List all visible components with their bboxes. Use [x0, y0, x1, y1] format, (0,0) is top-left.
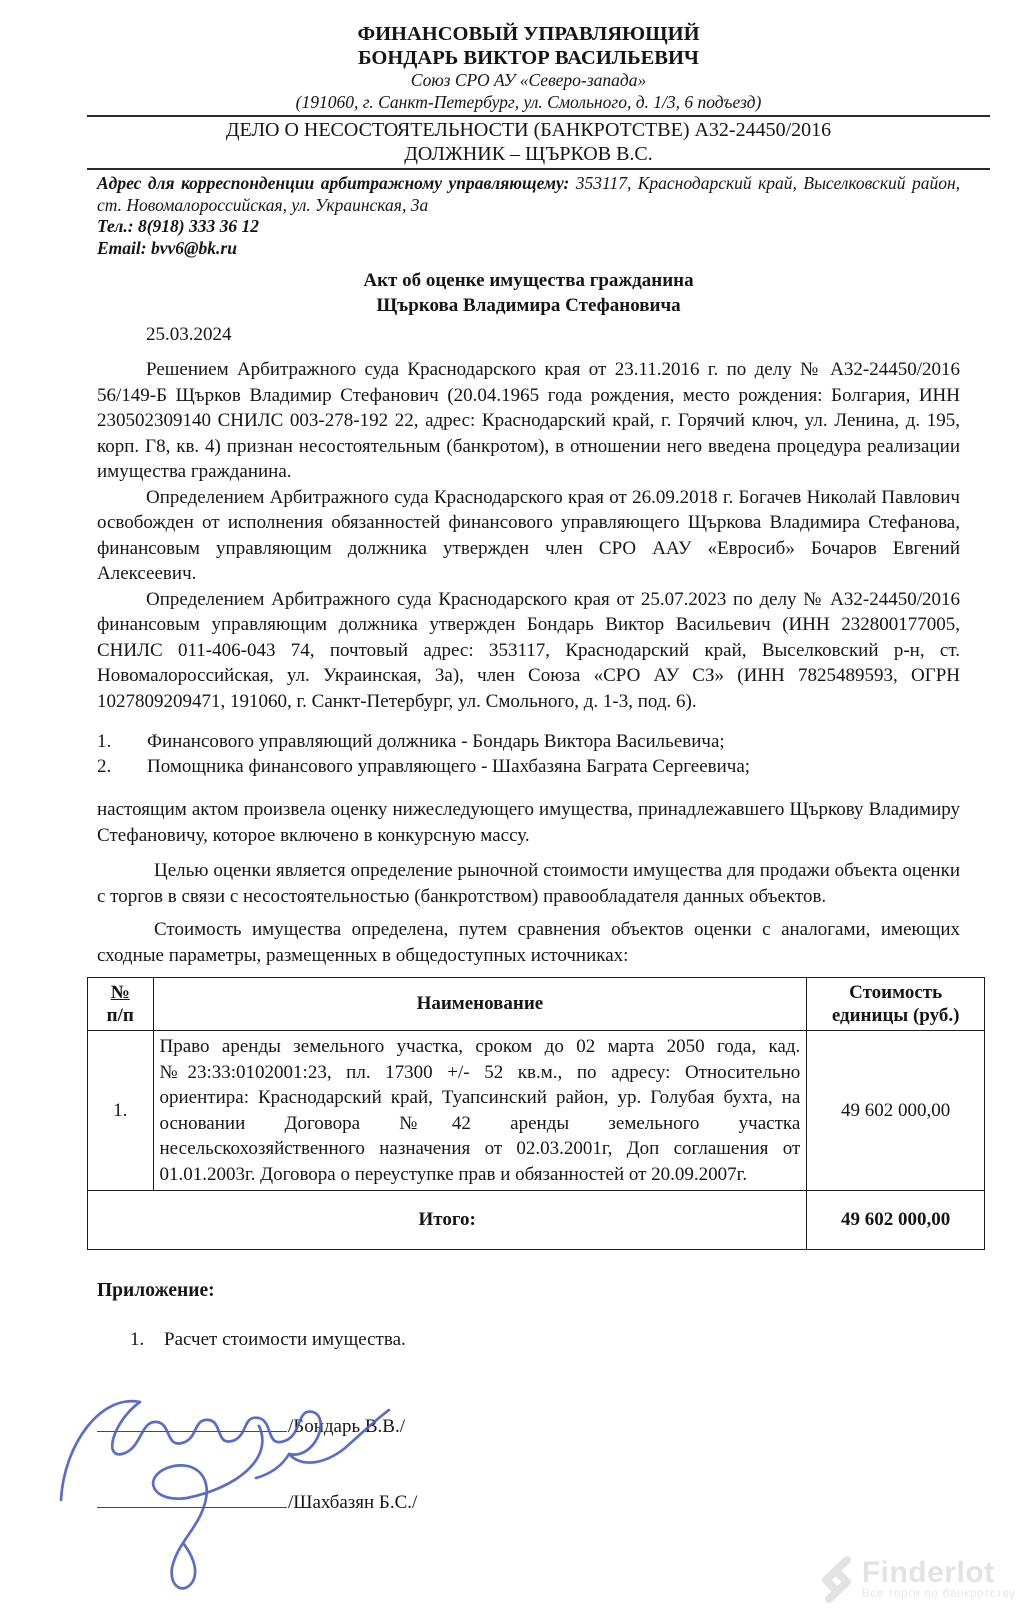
case-number-line: ДЕЛО О НЕСОСТОЯТЕЛЬНОСТИ (БАНКРОТСТВЕ) А32-24450/2016	[225, 119, 832, 141]
paragraph-act-statement: настоящим актом произвела оценку нижеследующего имущества, принадлежавшего Щъркову Владимиру Стефановичу, которое включено в конкурсную массу.	[97, 799, 960, 846]
paragraph-release-manager: Определением Арбитражного суда Краснодарского края от 26.09.2018 г. Богачев Николай Павлович освобожден от исполнения обязанностей финансового управляющего Щъркова Владимира Стефанова, финансовым управляющим должника утвержден член СРО ААУ «Евросиб» Бочаров Евгений Алексеевич.	[97, 486, 960, 584]
row-cost-cell: 49 602 000,00	[807, 1031, 985, 1191]
signature-name: /Шахбазян Б.С./	[288, 1492, 418, 1513]
document-body	[97, 357, 960, 968]
phone-line: Тел.: 8(918) 333 36 12	[97, 216, 259, 236]
document-title-line1: Акт об оценке имущества гражданина	[363, 270, 694, 291]
participants-list	[97, 729, 960, 779]
sro-union-line: Союз СРО АУ «Северо-запада»	[410, 70, 647, 90]
watermark-text	[861, 1555, 1016, 1601]
email-line: Email: bvv6@bk.ru	[97, 237, 237, 258]
appendix-item-text: Расчет стоимости имущества.	[164, 1329, 406, 1350]
horizontal-rule-top	[87, 115, 990, 117]
letterhead	[97, 22, 960, 113]
appendix-item	[97, 1327, 960, 1352]
debtor-line: ДОЛЖНИК – ЩЪРКОВ В.С.	[404, 143, 653, 165]
document-date: 25.03.2024	[146, 324, 232, 345]
column-header-cost: Стоимость единицы (руб.)	[807, 978, 985, 1031]
org-name-line1: ФИНАНСОВЫЙ УПРАВЛЯЮЩИЙ	[357, 23, 700, 45]
list-item-text: Помощника финансового управляющего - Шахбазяна Баграта Сергеевича;	[147, 756, 751, 777]
finderlot-watermark	[814, 1554, 1016, 1604]
column-header-number: № п/п	[88, 978, 154, 1031]
row-name-cell: Право аренды земельного участка, сроком до 02 марта 2050 года, кад. №23:33:0102001:23, пл. 17300 +/- 52 кв.м., по адресу: Относительно ориентира: Краснодарский край, Туапсинский район, ур. Голубая бухта, на основании Договора №42 аренды земельного участка несельскохозяйственного назначения от 02.03.2001г, Доп соглашения от 01.01.2003г. Договора о переуступке прав и обязанностей от 20.09.2007г.	[153, 1031, 807, 1191]
appendix-item-number: 1.	[130, 1329, 145, 1350]
table-row	[88, 1031, 985, 1191]
horizontal-rule-second	[87, 168, 990, 170]
total-value-cell: 49 602 000,00	[807, 1191, 985, 1250]
watermark-brand: Finderlot	[861, 1555, 995, 1589]
signature-row-shahbazyan	[97, 1488, 960, 1515]
table-total-row	[88, 1191, 985, 1250]
org-name-line2: БОНДАРЬ ВИКТОР ВАСИЛЬЕВИЧ	[358, 47, 699, 69]
correspondence-address-label: Адрес для корреспонденции арбитражному управляющему:	[97, 173, 570, 193]
signature-block	[97, 1412, 960, 1515]
correspondence-address-value: 353117, Краснодарский край, Выселковский район, ст. Новомалороссийская, ул. Украинская, 3а	[97, 173, 961, 215]
row-number-cell: 1.	[88, 1031, 154, 1191]
sro-address-line: (191060, г. Санкт-Петербург, ул. Смольного, д. 1/3, 6 подъезд)	[295, 91, 762, 112]
contact-block	[97, 173, 960, 259]
paragraph-appoint-manager: Определением Арбитражного суда Краснодарского края от 25.07.2023 по делу № А32-24450/2016 финансовым управляющим должника утвержден Бондарь Виктор Васильевич (ИНН 232800177005, СНИЛС 011-406-043 74, почтовый адрес: 353117, Краснодарский край, Выселковский р-н, ст. Новомалороссийская, ул. Украинская, 3а), член Союза «СРО АУ СЗ» (ИНН 7825489593, ОГРН 1027809209471, 191060, г. Санкт-Петербург, ул. Смольного, д. 1-3, под. 6).	[97, 588, 960, 712]
number-sign: №	[110, 982, 130, 1003]
list-item-number: 1.	[97, 731, 112, 752]
appendix-title: Приложение:	[97, 1280, 215, 1301]
watermark-tagline: Все торги по банкротству	[861, 1587, 1016, 1600]
signature-line	[97, 1488, 287, 1508]
finderlot-logo-icon	[814, 1554, 856, 1604]
signature-name: /Бондарь В.В./	[288, 1416, 405, 1437]
paragraph-court-decision: Решением Арбитражного суда Краснодарского края от 23.11.2016 г. по делу № А32-24450/2016 56/149-Б Щърков Владимир Стефанович (20.04.1965 года рождения, место рождения: Болгария, ИНН 230502309140 СНИЛС 003-278-192 22, адрес: Краснодарский край, г. Горячий ключ, ул. Ленина, д. 195, корп. Г8, кв. 4) признан несостоятельным (банкротом), в отношении него введена процедура реализации имущества гражданина.	[97, 359, 960, 482]
paragraph-valuation-method: Стоимость имущества определена, путем сравнения объектов оценки с аналогами, имеющих сходные параметры, размещенных в общедоступных источниках:	[97, 919, 960, 966]
list-item-text: Финансового управляющий должника - Бондарь Виктора Васильевича;	[147, 731, 725, 752]
correspondence-address	[97, 173, 960, 216]
list-item-number: 2.	[97, 756, 112, 777]
total-label-cell: Итого:	[88, 1191, 807, 1250]
document-title-line2: Щъркова Владимира Стефановича	[376, 295, 681, 316]
paragraph-valuation-goal: Целью оценки является определение рыночной стоимости имущества для продажи объекта оценки с торгов в связи с несостоятельностью (банкротством) правообладателя данных объектов.	[97, 860, 960, 907]
valuation-table	[87, 977, 985, 1250]
signature-row-bondar	[97, 1412, 960, 1439]
column-header-name: Наименование	[153, 978, 807, 1031]
signature-line	[97, 1412, 287, 1432]
table-header-row	[88, 978, 985, 1031]
list-item	[97, 729, 960, 754]
list-item	[97, 754, 960, 779]
